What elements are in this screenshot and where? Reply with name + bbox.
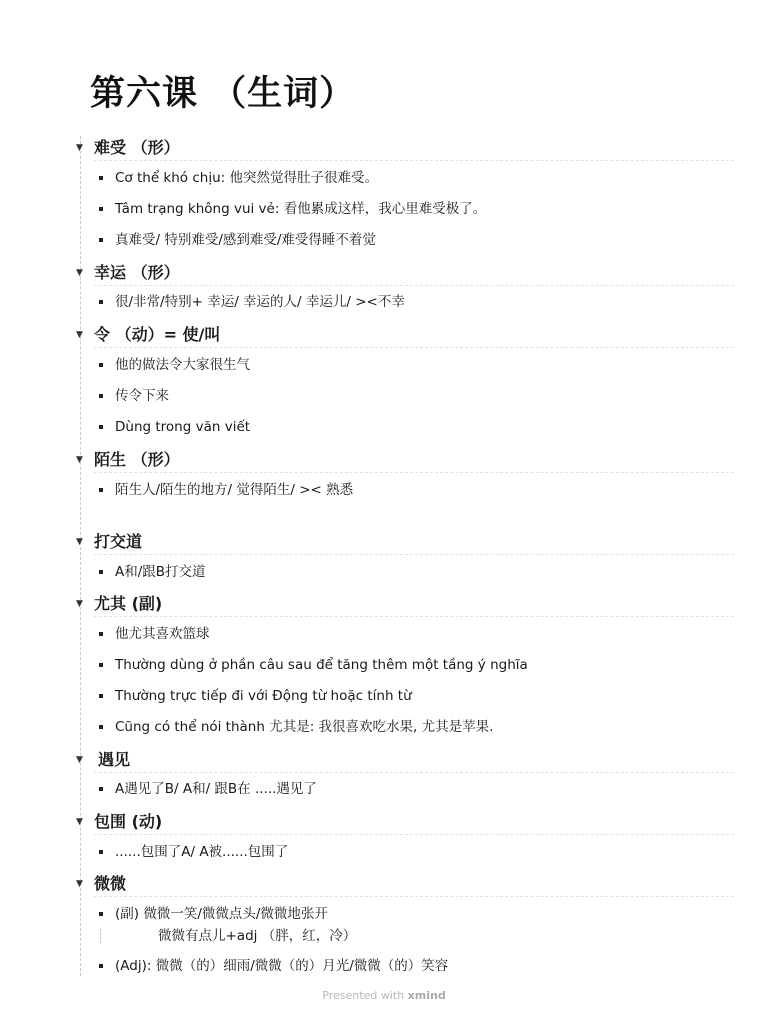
bullet-square-icon [99,363,103,367]
bullet-square-icon [99,488,103,492]
bullet-square-icon [99,964,103,968]
bullet-square-icon [99,176,103,180]
page-title: 第六课 （生词） [90,74,356,114]
topic-label: 难受 （形） [94,138,180,157]
topic-divider [94,896,734,897]
item-text: Cũng có thể nói thành 尤其是: 我很喜欢吃水果, 尤其是苹果. [115,719,494,735]
item-text: Cơ thể khó chịu: 他突然觉得肚子很难受。 [115,170,378,186]
topic-4[interactable] [76,531,736,555]
topic-label: 幸运 （形） [94,263,180,282]
bullet-square-icon [99,850,103,854]
bullet-square-icon [99,912,103,916]
topic-divider [94,285,734,286]
caret-down-icon[interactable]: ▼ [76,330,83,340]
item-text: 他的做法令大家很生气 [115,357,250,373]
item-text: Thường dùng ở phần câu sau để tăng thêm một tầng ý nghĩa [115,657,528,673]
topic-divider [94,616,734,617]
topic-label: 遇见 [98,750,131,769]
topic-label: 陌生 （形） [94,450,180,469]
item-text: 真难受/ 特别难受/感到难受/难受得睡不着觉 [115,232,376,248]
topic-7[interactable] [76,811,736,835]
bullet-square-icon [99,300,103,304]
item-text: ......包围了A/ A被......包围了 [115,844,289,860]
item-text: Dùng trong văn viết [115,419,251,435]
topic-divider [94,834,734,835]
footer-credit [0,989,768,1002]
item-text: (副) 微微一笑/微微点头/微微地张开 [115,906,328,922]
caret-down-icon[interactable]: ▼ [76,143,83,153]
bullet-square-icon [99,394,103,398]
topic-3[interactable] [76,449,736,473]
topic-6[interactable] [76,749,736,773]
topic-5[interactable] [76,593,736,617]
caret-down-icon[interactable]: ▼ [76,599,83,609]
item-text: A遇见了B/ A和/ 跟B在 .....遇见了 [115,781,317,797]
topic-divider [94,772,734,773]
topic-divider [94,554,734,555]
caret-down-icon[interactable]: ▼ [76,268,83,278]
footer-brand[interactable]: xmind [407,989,446,1002]
item-continuation: 微微有点儿+adj （胖，红，冷） [158,928,357,944]
bullet-square-icon [99,425,103,429]
topic-label: 尤其 (副) [94,594,163,613]
item-text: 陌生人/陌生的地方/ 觉得陌生/ >< 熟悉 [115,482,354,498]
item-text: Thường trực tiếp đi với Động từ hoặc tính từ [115,688,412,704]
topic-label: 令 （动）= 使/叫 [94,325,221,344]
topic-2[interactable] [76,324,736,348]
item-text: Tâm trạng không vui vẻ: 看他累成这样，我心里难受极了。 [115,201,487,217]
caret-down-icon[interactable]: ▼ [76,455,83,465]
topic-label: 微微 [94,874,127,893]
bullet-square-icon [99,787,103,791]
topic-divider [94,160,734,161]
item-text: (Adj): 微微（的）细雨/微微（的）月光/微微（的）笑容 [115,958,449,974]
bullet-square-icon [99,207,103,211]
bullet-square-icon [99,570,103,574]
item-text: A和/跟B打交道 [115,564,206,580]
bullet-square-icon [99,725,103,729]
topic-label: 包围 (动) [94,812,163,831]
caret-down-icon[interactable]: ▼ [76,537,83,547]
sub-guide-line [100,928,101,944]
item-text: 很/非常/特别+ 幸运/ 幸运的人/ 幸运儿/ ><不幸 [115,294,405,310]
caret-down-icon[interactable]: ▼ [76,755,83,765]
bullet-square-icon [99,694,103,698]
topic-8[interactable] [76,873,736,897]
bullet-square-icon [99,663,103,667]
item-text: 他尤其喜欢篮球 [115,626,210,642]
topic-0[interactable] [76,137,736,161]
topic-label: 打交道 [94,532,143,551]
item-text: 传令下来 [115,388,169,404]
caret-down-icon[interactable]: ▼ [76,817,83,827]
bullet-square-icon [99,238,103,242]
topic-divider [94,347,734,348]
topic-1[interactable] [76,262,736,286]
topic-divider [94,472,734,473]
caret-down-icon[interactable]: ▼ [76,879,83,889]
footer-prefix: Presented with [322,989,405,1002]
bullet-square-icon [99,632,103,636]
